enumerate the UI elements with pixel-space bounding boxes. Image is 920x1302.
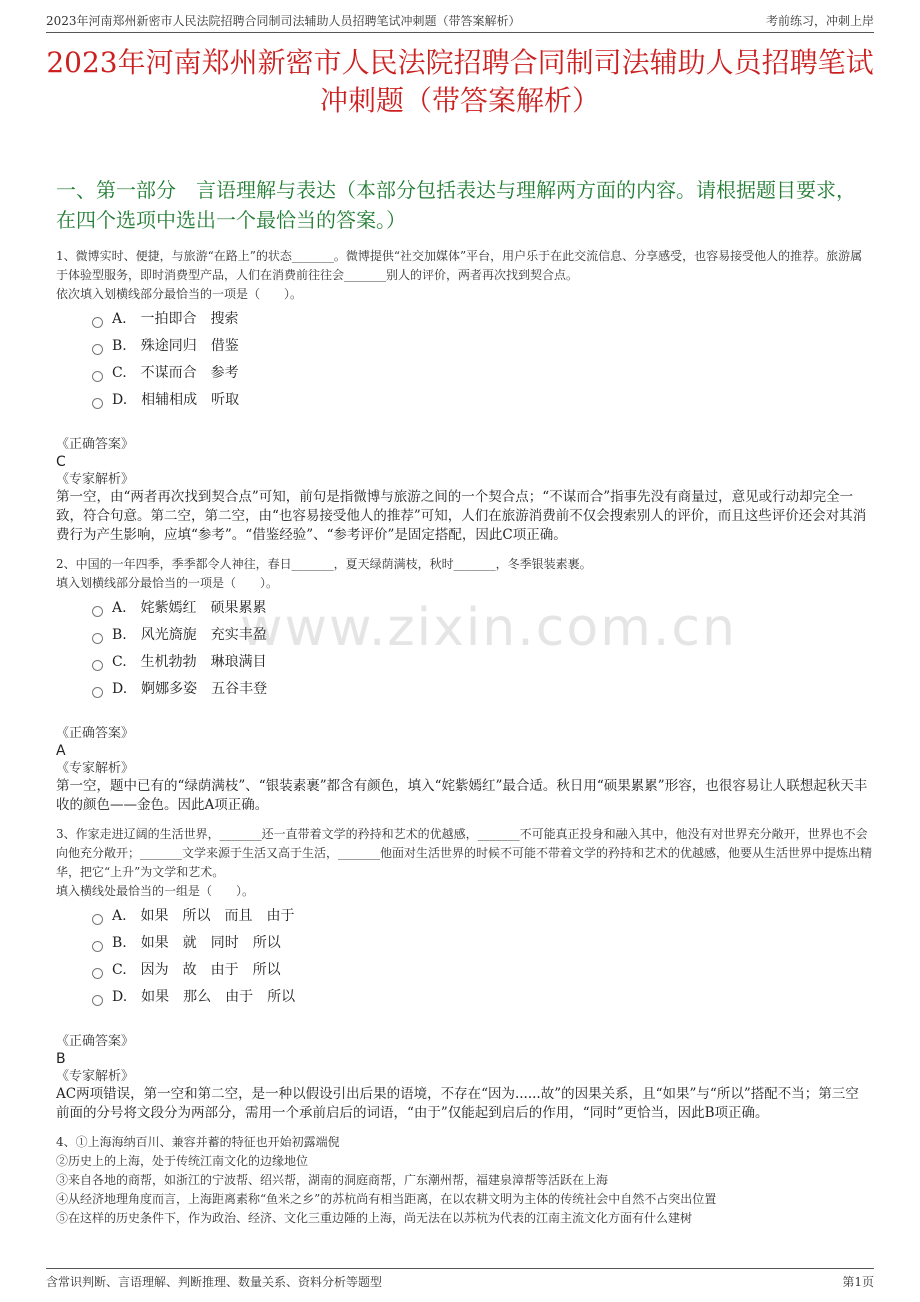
option-a[interactable] [92,595,872,622]
option-label: A. 姹紫嫣红 硕果累累 [112,600,267,616]
sentence-item: ⑤在这样的历史条件下，作为政治、经济、文化三重边陲的上海，尚无法在以苏杭为代表的江南主流文化方面有什么建树 [56,1211,693,1225]
section-heading: 一、第一部分 言语理解与表达（本部分包括表达与理解两方面的内容。请根据题目要求，在四个选项中选出一个最恰当的答案。） [56,178,856,232]
header-doc-title: 2023年河南郑州新密市人民法院招聘合同制司法辅助人员招聘笔试冲刺题（带答案解析） [46,14,521,28]
option-a[interactable] [92,903,872,930]
radio-button-icon[interactable] [92,995,103,1006]
radio-button-icon[interactable] [92,317,103,328]
option-b[interactable] [92,333,872,360]
sentence-item: 4、①上海海纳百川、兼容并蓄的特征也开始初露端倪 [56,1135,340,1149]
radio-button-icon[interactable] [92,398,103,409]
watermark: www.zixin.com.cn [240,598,737,658]
radio-button-icon[interactable] [92,941,103,952]
radio-button-icon[interactable] [92,606,103,617]
question-instruction: 依次填入划横线部分最恰当的一项是（ ）。 [56,287,303,301]
sentence-item: ④从经济地理角度而言，上海距离素称“鱼米之乡”的苏杭尚有相当距离，在以农耕文明为主体的传统社会中自然不占突出位置 [56,1192,717,1206]
page-header [46,10,874,33]
answer-label: 《正确答案》 [56,726,135,741]
header-slogan: 考前练习，冲刺上岸 [765,14,874,28]
option-label: B. 殊途同归 借鉴 [112,338,239,354]
option-d[interactable] [92,387,872,414]
radio-button-icon[interactable] [92,660,103,671]
option-d[interactable] [92,676,872,703]
footer-topics: 含常识判断、言语理解、判断推理、数量关系、资料分析等题型 [46,1275,383,1289]
option-label: A. 一拍即合 搜索 [112,311,239,327]
question-instruction: 填入横线处最恰当的一组是（ ）。 [56,884,255,898]
page-number: 第1页 [842,1275,874,1289]
option-list [92,306,872,414]
radio-button-icon[interactable] [92,371,103,382]
question-4 [56,1133,872,1228]
option-c[interactable] [92,360,872,387]
radio-button-icon[interactable] [92,344,103,355]
sentence-item: ③来自各地的商帮，如浙江的宁波帮、绍兴帮，湖南的洞庭商帮，广东潮州帮，福建泉漳帮等活跃在上海 [56,1173,609,1187]
radio-button-icon[interactable] [92,914,103,925]
answer-label: 《正确答案》 [56,437,135,452]
radio-button-icon[interactable] [92,687,103,698]
page-footer [46,1268,874,1291]
option-label: D. 如果 那么 由于 所以 [112,989,296,1005]
answer-value: B [56,1051,66,1067]
question-1 [56,247,872,545]
option-list [92,595,872,703]
option-label: B. 如果 就 同时 所以 [112,935,281,951]
analysis-label: 《专家解析》 [56,761,135,776]
option-label: C. 不谋而合 参考 [112,365,239,381]
question-instruction: 填入划横线部分最恰当的一项是（ ）。 [56,576,279,590]
analysis-label: 《专家解析》 [56,1069,135,1084]
option-label: C. 生机勃勃 琳琅满目 [112,654,267,670]
question-stem: 3、作家走进辽阔的生活世界，_______还一直带着文学的矜持和艺术的优越感，_______不可能真正投身和融入其中，他没有对世界充分敞开，世界也不会向他充分敞开；_______文学来源于生活又高于生活，_______他面对生活世界的时候不可能不带着文学的矜持和艺术的优越感，他要从生活世界中提炼出精华，把它“上升”为文学和艺术。 [56,827,873,879]
document-title: 2023年河南郑州新密市人民法院招聘合同制司法辅助人员招聘笔试冲刺题（带答案解析） [46,46,874,117]
analysis-text: 第一空，题中已有的“绿荫满枝”、“银装素裹”都含有颜色，填入“姹紫嫣红”最合适。秋日用“硕果累累”形容，也很容易让人联想起秋天丰收的颜色——金色。因此A项正确。 [56,778,868,813]
option-c[interactable] [92,649,872,676]
option-a[interactable] [92,306,872,333]
option-label: D. 相辅相成 听取 [112,392,240,408]
radio-button-icon[interactable] [92,633,103,644]
option-d[interactable] [92,984,872,1011]
radio-button-icon[interactable] [92,968,103,979]
option-label: D. 婀娜多姿 五谷丰登 [112,681,268,697]
analysis-label: 《专家解析》 [56,472,135,487]
analysis-text: AC两项错误，第一空和第二空，是一种以假设引出后果的语境，不存在“因为......故”的因果关系，且“如果”与“所以”搭配不当；第三空前面的分号将文段分为两部分，需用一个承前启后的词语，“由于”仅能起到启后的作用，“同时”更恰当，因此B项正确。 [56,1086,859,1121]
sentence-item: ②历史上的上海，处于传统江南文化的边缘地位 [56,1154,309,1168]
analysis-text: 第一空，由“两者再次找到契合点”可知，前句是指微博与旅游之间的一个契合点；“不谋而合”指事先没有商量过，意见或行动却完全一致，符合句意。第二空，第二空，由“也容易接受他人的推荐”可知，人们在旅游消费前不仅会搜索别人的评价，而且这些评价还会对其消费行为产生影响，应填“参考”。“借鉴经验”、“参考评价”是固定搭配，因此C项正确。 [56,489,867,543]
option-b[interactable] [92,930,872,957]
answer-label: 《正确答案》 [56,1034,135,1049]
option-label: C. 因为 故 由于 所以 [112,962,281,978]
option-b[interactable] [92,622,872,649]
option-list [92,903,872,1011]
answer-value: C [56,454,66,470]
option-c[interactable] [92,957,872,984]
question-stem: 2、中国的一年四季，季季都令人神往，春日_______，夏天绿荫满枝，秋时_______，冬季银装素裹。 [56,557,592,571]
question-3 [56,825,872,1123]
option-label: B. 风光旖旎 充实丰盈 [112,627,267,643]
question-stem: 1、微博实时、便捷，与旅游“在路上”的状态_______。微博提供“社交加媒体”平台，用户乐于在此交流信息、分享感受，也容易接受他人的推荐。旅游属于体验型服务，即时消费型产品，人们在消费前往往会_______别人的评价，两者再次找到契合点。 [56,249,863,282]
answer-value: A [56,743,66,759]
question-list [56,247,872,1238]
question-2 [56,555,872,815]
option-label: A. 如果 所以 而且 由于 [112,908,295,924]
